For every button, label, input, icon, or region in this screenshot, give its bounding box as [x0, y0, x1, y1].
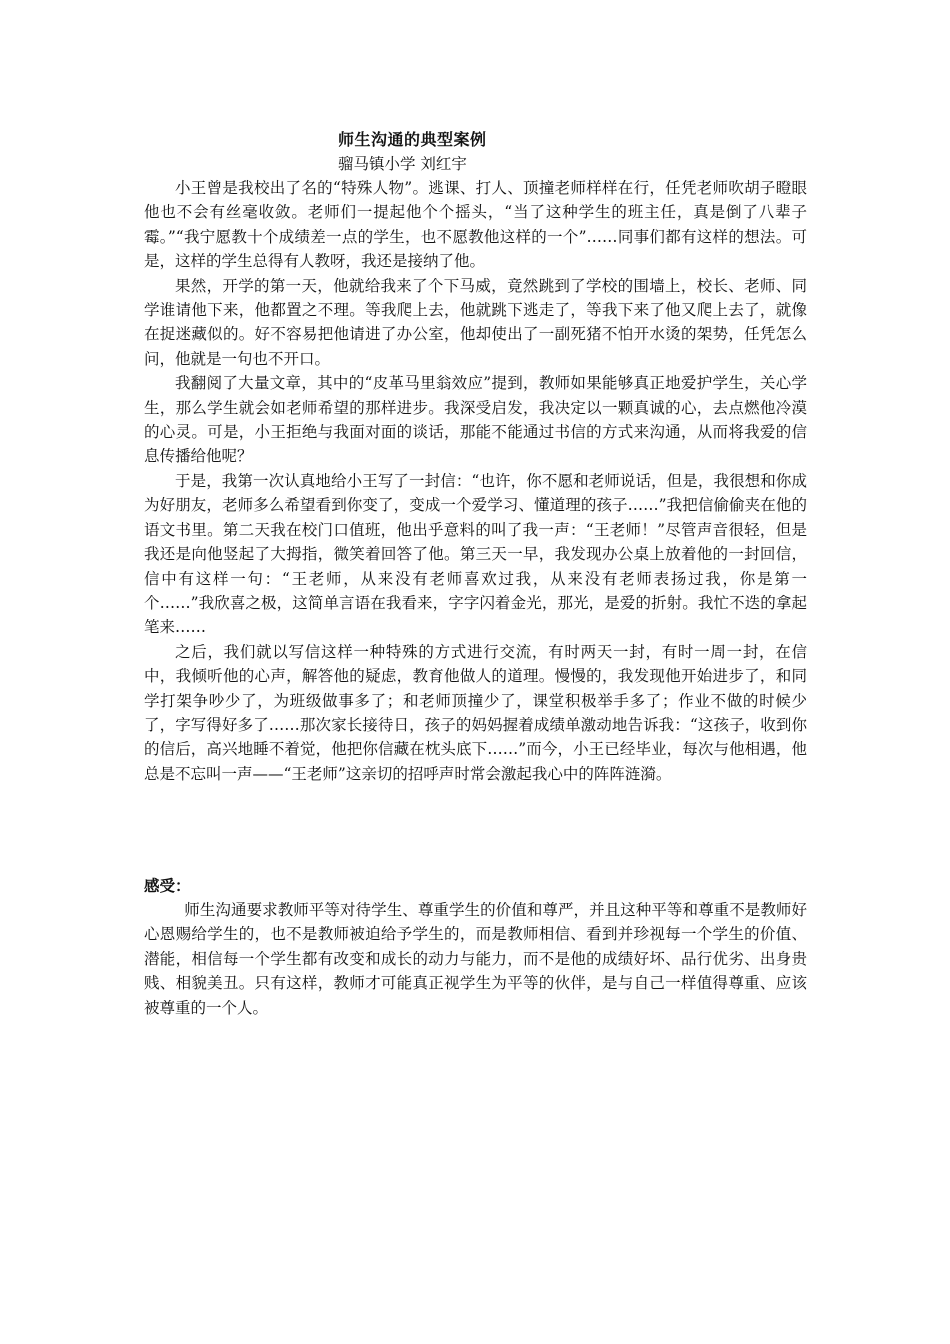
body-paragraph: 小王曾是我校出了名的“特殊人物”。逃课、打人、顶撞老师样样在行，任凭老师吹胡子瞪眼他也不会有丝毫收敛。老师们一提起他个个摇头，“当了这种学生的班主任，真是倒了八辈子霉。”“我宁愿教十个成绩差一点的学生，也不愿教他这样的一个”……同事们都有这样的想法。可是，这样的学生总得有人教呀，我还是接纳了他。 [144, 179, 807, 271]
reflection-heading: 感受： [144, 876, 191, 895]
document-title: 师生沟通的典型案例 [338, 130, 487, 149]
reflection-paragraph: 师生沟通要求教师平等对待学生、尊重学生的价值和尊严，并且这种平等和尊重不是教师好心恩赐给学生的，也不是教师被迫给予学生的，而是教师相信、看到并珍视每一个学生的价值、潜能，相信每一个学生都有改变和成长的动力与能力，而不是他的成绩好坏、品行优劣、出身贵贱、相貌美丑。只有这样，教师才可能真正视学生为平等的伙伴，是与自己一样值得尊重、应该被尊重的一个人。 [144, 901, 807, 1017]
document-author: 骝马镇小学 刘红宇 [338, 155, 467, 173]
body-paragraph: 于是，我第一次认真地给小王写了一封信：“也许，你不愿和老师说话，但是，我很想和你成为好朋友，老师多么希望看到你变了，变成一个爱学习、懂道理的孩子……”我把信偷偷夹在他的语文书里。第二天我在校门口值班，他出乎意料的叫了我一声：“王老师！”尽管声音很轻，但是我还是向他竖起了大拇指，微笑着回答了他。第三天一早，我发现办公桌上放着他的一封回信，信中有这样一句：“王老师，从来没有老师喜欢过我，从来没有老师表扬过我，你是第一个……”我欣喜之极，这简单言语在我看来，字字闪着金光，那光，是爱的折射。我忙不迭的拿起笔来…… [144, 471, 807, 637]
document-body [144, 176, 807, 786]
body-paragraph: 我翻阅了大量文章，其中的“皮革马里翁效应”提到，教师如果能够真正地爱护学生，关心学生，那么学生就会如老师希望的那样进步。我深受启发，我决定以一颗真诚的心，去点燃他冷漠的心灵。可是，小王拒绝与我面对面的谈话，那能不能通过书信的方式来沟通，从而将我爱的信息传播给他呢？ [144, 374, 807, 466]
body-paragraph: 果然，开学的第一天，他就给我来了个下马威，竟然跳到了学校的围墙上，校长、老师、同学谁请他下来，他都置之不理。等我爬上去，他就跳下逃走了，等我下来了他又爬上去了，就像在捉迷藏似的。好不容易把他请进了办公室，他却使出了一副死猪不怕开水烫的架势，任凭怎么问，他就是一句也不开口。 [144, 276, 807, 368]
body-paragraph: 之后，我们就以写信这样一种特殊的方式进行交流，有时两天一封，有时一周一封，在信中，我倾听他的心声，解答他的疑虑，教育他做人的道理。慢慢的，我发现他开始进步了，和同学打架争吵少了，为班级做事多了；和老师顶撞少了，课堂积极举手多了；作业不做的时候少了，字写得好多了……那次家长接待日，孩子的妈妈握着成绩单激动地告诉我：“这孩子，收到你的信后，高兴地睡不着觉，他把你信藏在枕头底下……”而今，小王已经毕业，每次与他相遇，他总是不忘叫一声——“王老师”这亲切的招呼声时常会激起我心中的阵阵涟漪。 [144, 642, 807, 783]
reflection-section [144, 898, 807, 1020]
